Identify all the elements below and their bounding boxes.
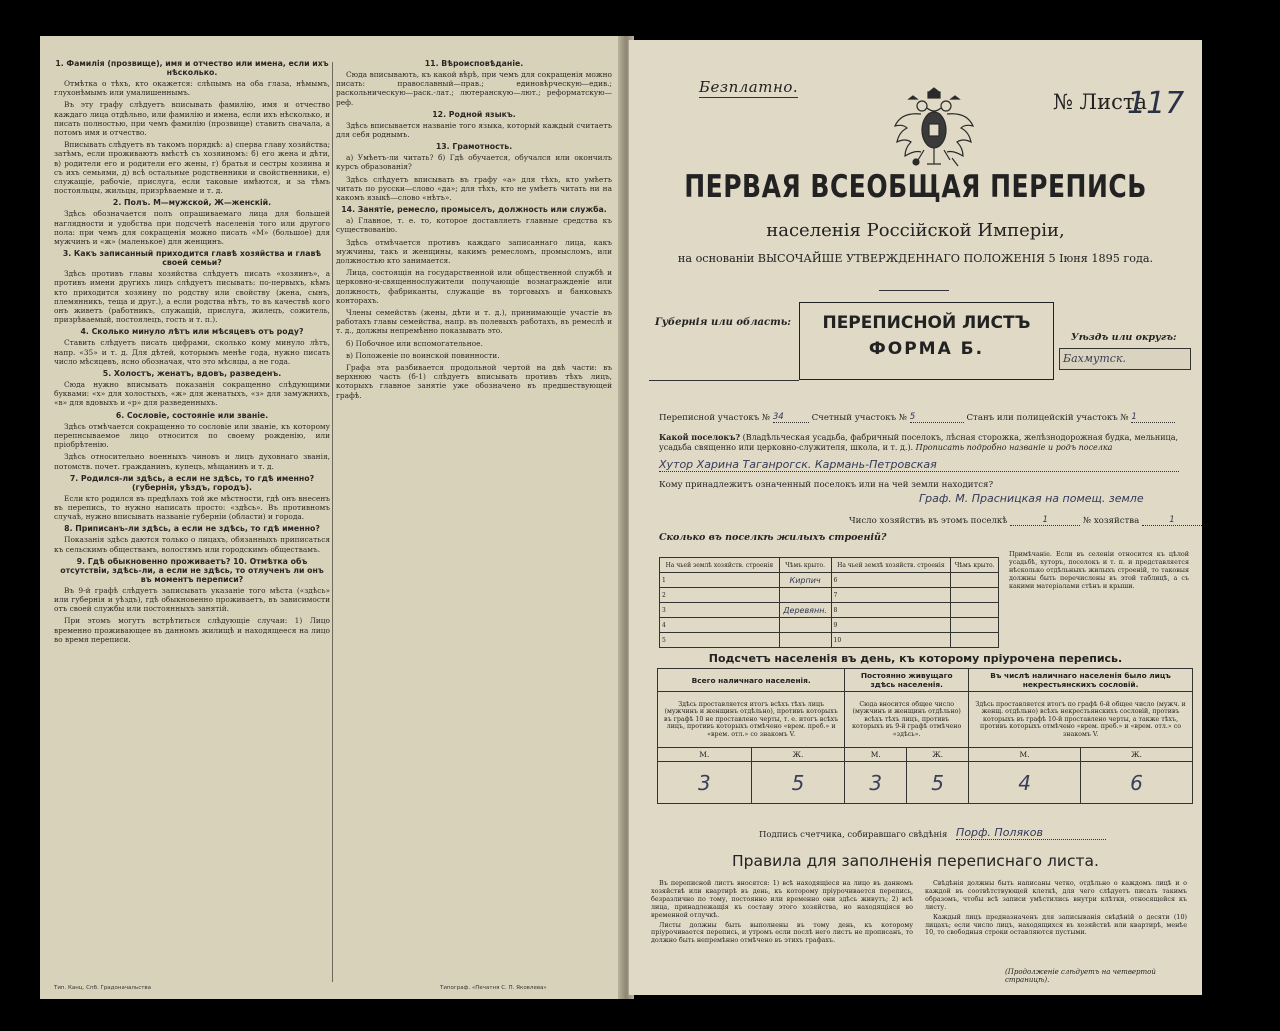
section-heading: 12. Родной языкъ.	[432, 109, 516, 119]
section-paragraph: Сюда нужно вписывать показанія сокращенно слѣдующими буквами: «х» для холостыхъ, «ж» для женатыхъ, «з» для замужнихъ, «в» для вдовыхъ и «р» для разведенныхъ.	[54, 380, 330, 408]
printer-note-left: Тип. Канц. Спб. Градоначальства	[54, 985, 152, 991]
population-count-title: Подсчетъ населенія въ день, къ которому пріурочена перепись.	[708, 652, 1123, 665]
police-district-label: Станъ или полицейскій участокъ №	[966, 413, 1129, 423]
table-row	[660, 603, 999, 618]
census-legal-basis: на основаніи ВЫСОЧАЙШЕ УТВЕРЖДЕННАГО ПОЛОЖЕНІЯ 5 Іюня 1895 года.	[677, 252, 1154, 265]
section-paragraph: Вписывать слѣдуетъ въ такомъ порядкѣ: а) сперва главу хозяйства; затѣмъ, если проживаютъ вмѣстѣ съ хозяиномъ: б) его жена и дѣти, в) родители его и родители его жены, г) братья и сестры хозяина и съ ихъ семьями, д) всѣ остальные родственники и свойственники, е) служащіе, рабочіе, прислуга, если таковые имѣются, и за тѣмъ постояльцы, жильцы, призрѣваемые и т. д.	[54, 140, 330, 196]
imperial-eagle-emblem-icon	[891, 78, 977, 176]
section-paragraph: Здѣсь противъ главы хозяйства слѣдуетъ писать «хозяинъ», а противъ имени другихъ лицъ слѣдуетъ писывать: по-первыхъ, кѣмъ кто приходится хозяину по родству или свойству (жена, сынъ, племянникъ, теща и друг.), а если родства нѣтъ, то въ качествѣ кого онъ живетъ (работникъ, служащій, прислуга, жилецъ, сожитель, призрѣваемый, постоялецъ, гость и т. п.).	[54, 269, 330, 325]
owner-label: Кому принадлежитъ означенный поселокъ или на чей земли находится?	[659, 480, 994, 490]
section-heading: 1. Фамилія (прозвище), имя и отчество или имена, если ихъ нѣсколько.	[55, 59, 329, 77]
buildings-roof-value	[779, 588, 831, 603]
buildings-roof-value	[951, 633, 999, 648]
settlement-row	[659, 432, 1179, 453]
table-row	[660, 618, 999, 633]
form-type-line-2: ФОРМА Б.	[868, 339, 985, 359]
count-value: 3	[658, 762, 752, 804]
section-paragraph: Отмѣтка о тѣхъ, кто окажется: слѣпымъ на оба глаза, нѣмымъ, глухонѣмымъ или умалишеннымъ.	[54, 79, 330, 98]
section-paragraph: Въ эту графу слѣдуетъ вписывать фамилію, имя и отчество каждаго лица отдѣльно, или фамилію и имена, если ихъ нѣсколько, и писать полностью, при чемъ фамилію (прозвище) ставить сначала, а потомъ имя и отчество.	[54, 100, 330, 138]
households-row	[849, 515, 1202, 526]
count-value: 6	[1081, 762, 1193, 804]
signature-row	[759, 826, 1106, 840]
buildings-row-number: 9	[831, 618, 951, 633]
sheet-number-handwritten: 117	[1127, 86, 1185, 121]
section-heading: 14. Занятіе, ремесло, промыселъ, должность или служба.	[341, 205, 607, 215]
sheet-number-label: № Листа	[1053, 90, 1147, 114]
section-paragraph: Графа эта разбивается продольной чертой на двѣ части: въ верхнюю часть (б-1) слѣдуетъ вписывать противъ тѣхъ лицъ, которыхъ главное занятіе уже обозначено въ предшествующей графѣ.	[336, 363, 612, 400]
right-page	[628, 40, 1202, 995]
count-desc-present: Здѣсь проставляется итогъ всѣхъ тѣхъ лицъ (мужчинъ и женщинъ отдѣльно), противъ которыхъ въ графѣ 10 не проставлено черты, т. е. итогъ всѣхъ лицъ, противъ которыхъ отмѣчено «врем. преб.» и «врем. отл.» со знакомъ V.	[658, 692, 845, 748]
section-paragraph: При этомъ могутъ встрѣтиться слѣдующіе случаи: 1) Лицо временно проживающее въ данномъ жилищѣ и находящееся на лицо во время переписи.	[54, 616, 330, 644]
section-paragraph: б) Побочное или вспомогательное.	[346, 338, 483, 348]
rules-paragraph: Въ переписной листъ вносятся: 1) всѣ находящіеся на лицо въ данномъ хозяйствѣ или квартирѣ въ день, къ которому пріурочивается перепись, безразлично по тому, постоянно или временно они здѣсь живутъ; 2) всѣ лица, принадлежащія къ составу этого хозяйства, но находящіяся во временной отлучкѣ.	[651, 879, 913, 919]
table-row	[660, 573, 999, 588]
count-value: 5	[907, 762, 969, 804]
count-header-permanent: Постоянно живущаго здѣсь населенія.	[845, 669, 969, 692]
section-paragraph: Здѣсь слѣдуетъ вписывать въ графу «а» для тѣхъ, кто умѣетъ читать по русски—слово «да»; для тѣхъ, кто не умѣетъ читать ни на какомъ языкѣ—слово «нѣтъ».	[336, 174, 612, 203]
buildings-roof-value	[951, 588, 999, 603]
count-desc-permanent: Сюда вносится общее число (мужчинъ и женщинъ отдѣльно) всѣхъ тѣхъ лицъ, противъ которыхъ въ 9-й графѣ отмѣчено «здѣсь».	[845, 692, 969, 748]
sex-column-label: М.	[969, 748, 1081, 762]
buildings-row-number: 1	[660, 573, 780, 588]
section-paragraph: а) Умѣетъ-ли читать? б) Гдѣ обучается, обучался или окончилъ курсъ образованія?	[336, 153, 612, 172]
household-number-value: 1	[1142, 515, 1202, 526]
buildings-roof-value: Кирпич	[779, 573, 831, 588]
section-paragraph: в) Положеніе по воинской повинности.	[346, 350, 500, 360]
count-header-present: Всего наличнаго населенія.	[658, 669, 845, 692]
rules-paragraph: Свѣдѣнія должны быть написаны четко, отдѣльно о каждомъ лицѣ и о каждой въ соотвѣтствующей клеткѣ, для чего слѣдуетъ писать такимъ образомъ, чтобы всѣ записи умѣстились внутри клѣтки, относящейся къ листу.	[925, 879, 1187, 911]
population-count-table	[657, 668, 1193, 804]
section-paragraph: Здѣсь относительно военныхъ чиновъ и лицъ духовнаго званія, потомств. почет. гражданинъ, купецъ, мѣщанинъ и т. д.	[54, 452, 330, 471]
divider	[879, 290, 949, 291]
count-desc-non-peasant: Здѣсь проставляется итогъ по графѣ 6-й общее число (мужч. и женщ. отдѣльно) всѣхъ некрестьянскихъ сословій, противъ которыхъ въ графѣ 10-й проставлено черты, а также тѣхъ, противъ которыхъ отмѣчено «врем. преб.» и «врем. отл.» со знакомъ V.	[969, 692, 1193, 748]
buildings-table-head: Чѣмъ крыто.	[779, 558, 831, 573]
section-heading: 5. Холостъ, женатъ, вдовъ, разведенъ.	[102, 369, 282, 379]
signature-label: Подпись счетчика, собиравшаго свѣдѣнія	[759, 830, 948, 840]
section-heading: 4. Сколько минуло лѣтъ или мѣсяцевъ отъ роду?	[80, 327, 304, 337]
section-heading: 7. Родился-ли здѣсь, а если не здѣсь, то гдѣ именно? (губернія, уѣздъ, городъ).	[69, 473, 315, 492]
sex-column-label: Ж.	[751, 748, 845, 762]
section-heading: 8. Приписанъ-ли здѣсь, а если не здѣсь, то гдѣ именно?	[64, 524, 320, 534]
left-page	[40, 36, 624, 999]
buildings-row-number: 7	[831, 588, 951, 603]
uezd-label: Уѣздъ или округъ:	[1071, 332, 1177, 343]
counting-district-value: 5	[910, 412, 964, 423]
sex-column-label: М.	[658, 748, 752, 762]
sex-column-label: Ж.	[1081, 748, 1193, 762]
section-heading: 13. Грамотность.	[435, 142, 513, 152]
gubernia-field	[649, 380, 799, 381]
rules-column-2	[925, 880, 1187, 939]
section-paragraph: Здѣсь отмѣчается противъ каждаго записаннаго лица, какъ мужчины, такъ и женщины, какимъ ремесломъ, промысломъ, или должностью кто занимается.	[336, 237, 612, 266]
section-paragraph: а) Главное, т. е. то, которое доставляетъ главные средства къ существованію.	[336, 216, 612, 235]
settlement-note-2: Прописать подробно названіе и родъ поселка	[915, 443, 1113, 452]
continued-note: (Продолженіе слѣдуетъ на четвертой страницѣ).	[1005, 968, 1156, 984]
section-paragraph: Сюда вписывають, къ какой вѣрѣ, при чемъ для сокращенія можно писать: православный—прав.; единовѣрческую—едив.; раскольническую—раск.-лат.; лютеранскую—лют.; реформатскую—реф.	[336, 70, 612, 107]
section-heading: 2. Полъ. М—мужской, Ж—женскій.	[112, 198, 272, 208]
buildings-roof-value: Деревянн.	[779, 603, 831, 618]
household-number-label: № хозяйства	[1082, 516, 1140, 526]
buildings-row-number: 4	[660, 618, 780, 633]
sex-column-label: Ж.	[907, 748, 969, 762]
count-value: 5	[751, 762, 845, 804]
buildings-row-number: 10	[831, 633, 951, 648]
buildings-table-head: Чѣмъ крыто.	[951, 558, 999, 573]
section-heading: 3. Какъ записанный приходится главѣ хозяйства и главѣ своей семьи?	[62, 249, 322, 268]
buildings-row-number: 2	[660, 588, 780, 603]
buildings-row-number: 6	[831, 573, 951, 588]
left-column-1	[54, 56, 330, 647]
section-paragraph: Здѣсь отмѣчается сокращенно то сословіе или званіе, къ которому перепнсываемое лицо относится по своему рожденію, или пріобрѣтенію.	[54, 421, 330, 450]
rules-column-1	[651, 880, 913, 947]
buildings-roof-value	[779, 618, 831, 633]
buildings-roof-value	[951, 603, 999, 618]
left-column-2	[336, 56, 612, 403]
table-row	[660, 588, 999, 603]
settlement-note: (Владѣльческая усадьба, фабричный поселокъ, лѣсная сторожка, желѣзнодорожная будка, мельница, усадьба священно или церковно-служителя, школа, и т. д.).	[659, 433, 1179, 452]
section-paragraph: Ставить слѣдуетъ писать цифрами, сколько кому минуло лѣтъ, напр. «35» и т. д. Для дѣтей, которымъ менѣе года, нужно писать число мѣсяцевъ, ясно обозначая, что это мѣсяцы, а не года.	[54, 338, 330, 366]
signature-value: Порф. Поляков	[956, 826, 1106, 840]
owner-value: Граф. М. Прасницкая на помещ. земле	[919, 492, 1144, 505]
buildings-table-head: На чьей землѣ хозяйств. строенія	[831, 558, 951, 573]
sex-column-label: М.	[845, 748, 907, 762]
buildings-table-head: На чьей землѣ хозяйств. строенія	[660, 558, 780, 573]
households-value: 1	[1010, 515, 1080, 526]
buildings-roof-value	[951, 573, 999, 588]
settlement-label: Какой поселокъ?	[659, 432, 741, 442]
households-label: Число хозяйствъ въ этомъ поселкѣ	[849, 516, 1008, 526]
settlement-value: Хутор Харина Таганрогск. Кармань-Петровская	[659, 458, 1179, 472]
census-title: ПЕРВАЯ ВСЕОБЩАЯ ПЕРЕПИСЬ	[684, 168, 1147, 205]
rules-title: Правила для заполненія переписнаго листа.	[732, 852, 1099, 870]
section-heading: 9. Гдѣ обыкновенно проживаетъ? 10. Отмѣтка объ отсутствіи, здѣсь-ли, а если не здѣсь, то отлученъ ли онъ въ моментъ переписи?	[60, 556, 324, 584]
section-paragraph: Члены семействъ (жены, дѣти и т. д.), принимающіе участіе въ работахъ главы семейства, напр. въ полевыхъ работахъ, въ ремеслѣ и т. д., должны непремѣнно показывать это.	[336, 308, 612, 336]
count-value: 3	[845, 762, 907, 804]
counting-district-label: Счетный участокъ №	[811, 413, 908, 423]
free-label: Безплатно.	[699, 78, 799, 96]
column-divider	[332, 62, 333, 982]
buildings-roof-value	[951, 618, 999, 633]
census-district-label: Переписной участокъ №	[659, 413, 771, 423]
table-row	[660, 633, 999, 648]
census-district-value: 34	[773, 412, 809, 423]
section-paragraph: Лица, состоящія на государственной или общественной службѣ и церковно-и-священнослужители получающіе вознагражденіе или должность, фабриканты, служащіе въ торговыхъ и банковыхъ конторахъ.	[336, 268, 612, 305]
buildings-roof-value	[779, 633, 831, 648]
section-paragraph: Въ 9-й графѣ слѣдуетъ записывать указаніе того мѣста («здѣсь» или губернія и уѣздъ), гдѣ обыкновенно проживаетъ, въ зависимости отъ своей службы или постоянныхъ занятій.	[54, 585, 330, 614]
rules-paragraph: Каждый лицъ предназначенъ для записыванія свѣдѣній о десяти (10) лицахъ; если число лицъ, находящихся въ хозяйствѣ или квартирѣ, менѣе 10, то свободныя строки оставляются пустыми.	[925, 912, 1187, 937]
owner-row	[659, 480, 993, 490]
form-type-line-1: ПЕРЕПИСНОЙ ЛИСТЪ	[822, 313, 1031, 333]
gubernia-label: Губернія или область:	[655, 317, 791, 328]
count-header-non-peasant: Въ числѣ наличнаго населенія было лицъ некрестьянскихъ сословій.	[969, 669, 1193, 692]
buildings-table	[659, 557, 999, 648]
form-type-box	[799, 302, 1054, 380]
section-paragraph: Если кто родился въ предѣлахъ той же мѣстности, гдѣ онъ внесенъ въ перепись, то нужно написать просто: «здѣсь». Въ противномъ случаѣ, нужно вписывать названіе губерніи (области) и города.	[54, 493, 330, 522]
buildings-note: Примѣчаніе. Если въ селеніи относится къ цѣлой усадьбѣ, хуторъ, поселокъ и т. п. и представляется нѣсколько отдѣльныхъ жилыхъ строеній, то таковыя должны быть перечислены въ этой таблицѣ, а съ какими матеріалами стѣнъ и крыши.	[1009, 550, 1189, 590]
section-paragraph: Показанія здѣсь даются только о лицахъ, обязанныхъ приписаться къ сельскимъ обществамъ, волостямъ или городскимъ обществамъ.	[54, 535, 330, 554]
section-paragraph: Здѣсь обозначается полъ опрашиваемаго лица для большей наглядности и удобства при подсчетѣ населенія того или другого пола: при чемъ для сокращенія можно писать «М» (большое) для мужчинъ и «ж» (маленькое) для женщинъ.	[54, 209, 330, 247]
buildings-row-number: 5	[660, 633, 780, 648]
district-row	[659, 412, 1175, 423]
count-value: 4	[969, 762, 1081, 804]
printer-note-right: Типограф. «Печатня С. П. Яковлева»	[440, 985, 547, 991]
section-heading: 6. Сословіе, состояніе или званіе.	[115, 410, 269, 420]
buildings-row-number: 3	[660, 603, 780, 618]
census-subtitle: населенія Россійской Имперіи,	[766, 220, 1065, 241]
uezd-value: Бахмутск.	[1059, 348, 1191, 370]
section-paragraph: Здѣсь вписывается названіе того языка, который каждый считаетъ для себя роднымъ.	[336, 120, 612, 140]
rules-paragraph: Листы должны быть выполнены въ тому день, къ которому пріурочивается перепись, и утромъ если послѣ него листъ не прописанъ, то должно быть непремѣнно отмѣчено въ этихъ графахъ.	[651, 920, 913, 945]
police-district-value: 1	[1131, 412, 1175, 423]
buildings-label: Сколько въ поселкѣ жилыхъ строеній?	[659, 532, 887, 543]
section-heading: 11. Вѣроисповѣданіе.	[424, 59, 524, 68]
buildings-row-number: 8	[831, 603, 951, 618]
